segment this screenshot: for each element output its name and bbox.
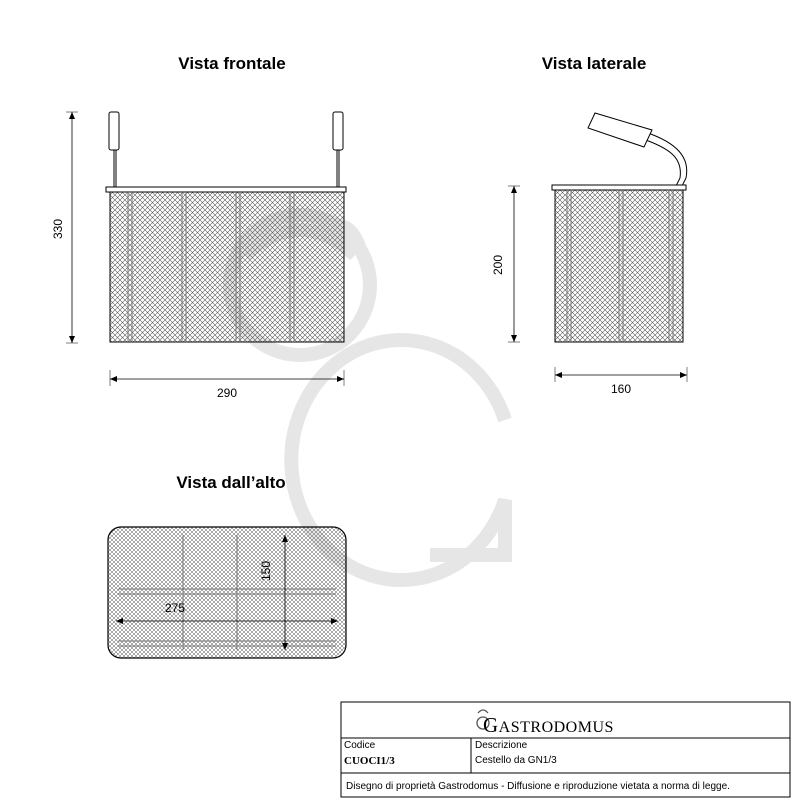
description-value: Cestello da GN1/3 xyxy=(475,755,557,766)
side-height-label: 200 xyxy=(491,254,505,276)
brand-initial: G xyxy=(483,713,499,737)
code-value: CUOCI1/3 xyxy=(344,755,395,767)
side-width-label: 160 xyxy=(610,382,632,396)
top-length-label: 275 xyxy=(164,601,186,615)
side-view xyxy=(491,54,687,396)
front-width-label: 290 xyxy=(216,386,238,400)
top-view-title: Vista dall’alto xyxy=(176,473,286,492)
code-label: Codice xyxy=(344,740,376,751)
front-basket-mesh xyxy=(110,192,344,342)
front-handles xyxy=(109,112,343,187)
side-rim xyxy=(552,185,686,190)
front-view-title: Vista frontale xyxy=(178,54,286,73)
top-width-label: 150 xyxy=(259,560,273,582)
top-view xyxy=(108,473,346,658)
title-block xyxy=(341,702,790,797)
front-height-dimension xyxy=(66,112,78,343)
side-width-dimension xyxy=(555,367,687,382)
front-height-label: 330 xyxy=(51,218,65,240)
brand-rest: ASTRODOMUS xyxy=(498,719,614,736)
side-view-title: Vista laterale xyxy=(541,54,647,73)
top-basket-mesh xyxy=(108,527,346,658)
description-label: Descrizione xyxy=(475,740,528,751)
front-rim xyxy=(106,187,346,192)
side-height-dimension xyxy=(508,186,520,342)
ownership-notice: Disegno di proprietà Gastrodomus - Diffusione e riproduzione vietata a norma di legge. xyxy=(346,781,730,792)
side-handle xyxy=(588,113,687,186)
